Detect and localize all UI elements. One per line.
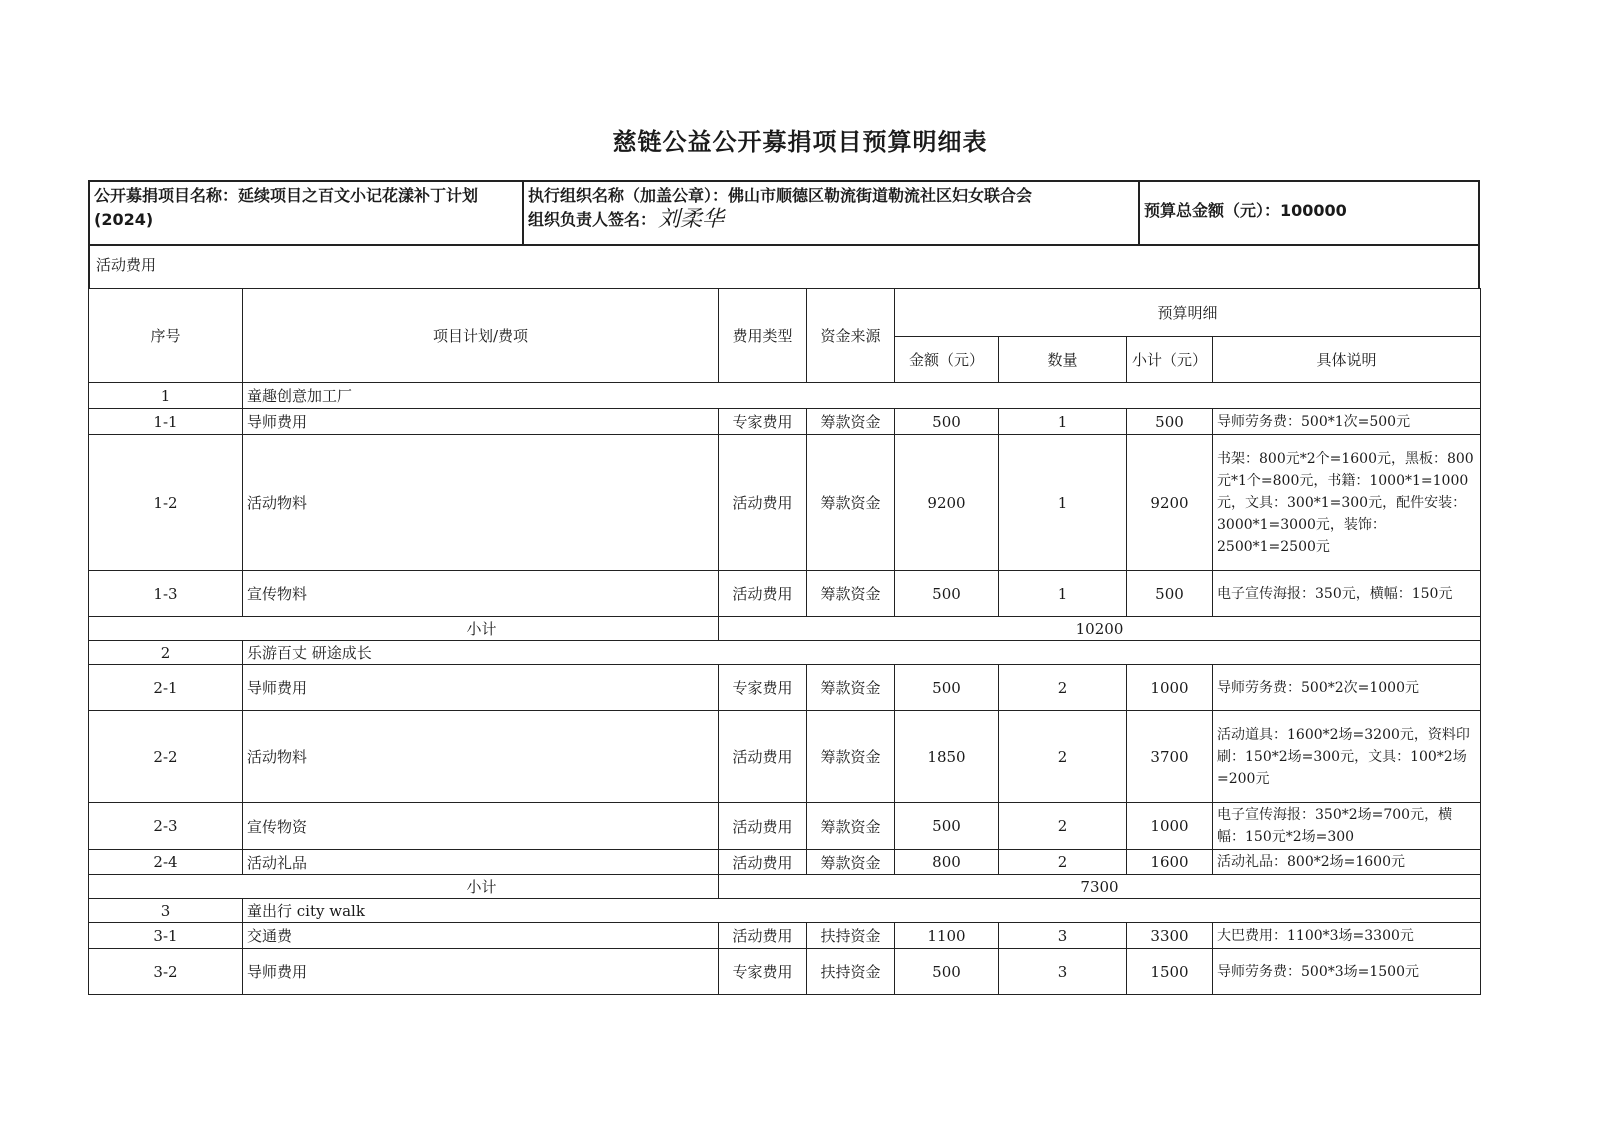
row-seq: 2-2: [89, 711, 243, 803]
handwritten-signature: 刘柔华: [658, 207, 725, 232]
total-budget: 预算总金额（元）：100000: [1144, 201, 1347, 220]
col-qty: 数量: [999, 337, 1127, 383]
row-item: 导师费用: [243, 665, 719, 711]
project-header: [88, 180, 1480, 246]
col-seq: 序号: [89, 289, 243, 383]
row-qty: 1: [999, 409, 1127, 435]
row-source: 筹款资金: [807, 803, 895, 850]
subtotal-label: 小计: [89, 617, 719, 641]
row-source: 筹款资金: [807, 665, 895, 711]
row-desc: 电子宣传海报：350*2场=700元，横幅：150元*2场=300: [1213, 803, 1481, 850]
row-seq: 2-4: [89, 850, 243, 875]
col-item: 项目计划/费项: [243, 289, 719, 383]
row-item: 活动物料: [243, 435, 719, 571]
row-item: 交通费: [243, 923, 719, 949]
row-desc: 导师劳务费：500*2次=1000元: [1213, 665, 1481, 711]
row-subtotal: 9200: [1127, 435, 1213, 571]
row-item: 导师费用: [243, 409, 719, 435]
row-type: 专家费用: [719, 409, 807, 435]
row-type: 活动费用: [719, 850, 807, 875]
group-header-row: [89, 641, 1481, 665]
row-seq: 1-1: [89, 409, 243, 435]
table-row: [89, 571, 1481, 617]
row-amount: 500: [895, 665, 999, 711]
table-row: [89, 409, 1481, 435]
category-label: 活动费用: [88, 246, 1480, 288]
row-amount: 1100: [895, 923, 999, 949]
row-qty: 1: [999, 571, 1127, 617]
group-name: 乐游百丈 研途成长: [243, 641, 1481, 665]
row-item: 导师费用: [243, 949, 719, 995]
row-seq: 1-3: [89, 571, 243, 617]
subtotal-row: [89, 875, 1481, 899]
row-item: 宣传物料: [243, 571, 719, 617]
table-row: [89, 435, 1481, 571]
org-info: [524, 182, 1140, 244]
row-subtotal: 500: [1127, 409, 1213, 435]
row-subtotal: 1600: [1127, 850, 1213, 875]
group-no: 3: [89, 899, 243, 923]
table-row: [89, 803, 1481, 850]
page-title: 慈链公益公开募捐项目预算明细表: [612, 128, 988, 156]
group-no: 1: [89, 383, 243, 409]
row-subtotal: 500: [1127, 571, 1213, 617]
col-budget-detail: 预算明细: [895, 289, 1481, 337]
row-type: 活动费用: [719, 571, 807, 617]
row-amount: 500: [895, 571, 999, 617]
group-no: 2: [89, 641, 243, 665]
row-source: 筹款资金: [807, 711, 895, 803]
col-fund-source: 资金来源: [807, 289, 895, 383]
row-qty: 2: [999, 850, 1127, 875]
row-subtotal: 1000: [1127, 803, 1213, 850]
row-amount: 500: [895, 409, 999, 435]
row-source: 筹款资金: [807, 435, 895, 571]
row-source: 筹款资金: [807, 850, 895, 875]
row-amount: 800: [895, 850, 999, 875]
org-name: 执行组织名称（加盖公章）：佛山市顺德区勒流街道勒流社区妇女联合会: [528, 186, 1033, 205]
project-name: 公开募捐项目名称：延续项目之百文小记花漾补丁计划(2024): [90, 182, 524, 244]
row-desc: 书架：800元*2个=1600元，黑板：800元*1个=800元，书籍：1000*1=1000元，文具：300*1=300元，配件安装：3000*1=3000元，装饰：2500*1=2500元: [1213, 435, 1481, 571]
row-seq: 2-1: [89, 665, 243, 711]
group-name: 童趣创意加工厂: [243, 383, 1481, 409]
col-fee-type: 费用类型: [719, 289, 807, 383]
leader-signature-line: [528, 208, 1134, 232]
group-name: 童出行 city walk: [243, 899, 1481, 923]
table-row: [89, 711, 1481, 803]
subtotal-value: 10200: [719, 617, 1481, 641]
subtotal-row: [89, 617, 1481, 641]
table-row: [89, 665, 1481, 711]
col-desc: 具体说明: [1213, 337, 1481, 383]
row-desc: 导师劳务费：500*1次=500元: [1213, 409, 1481, 435]
row-seq: 1-2: [89, 435, 243, 571]
row-desc: 大巴费用：1100*3场=3300元: [1213, 923, 1481, 949]
row-amount: 9200: [895, 435, 999, 571]
row-qty: 2: [999, 803, 1127, 850]
table-row: [89, 949, 1481, 995]
table-row: [89, 850, 1481, 875]
row-source: 筹款资金: [807, 409, 895, 435]
group-header-row: [89, 383, 1481, 409]
row-item: 宣传物资: [243, 803, 719, 850]
leader-label: 组织负责人签名：: [528, 210, 657, 229]
row-type: 活动费用: [719, 711, 807, 803]
row-subtotal: 1500: [1127, 949, 1213, 995]
row-source: 扶持资金: [807, 949, 895, 995]
subtotal-value: 7300: [719, 875, 1481, 899]
row-desc: 导师劳务费：500*3场=1500元: [1213, 949, 1481, 995]
group-header-row: [89, 899, 1481, 923]
row-amount: 500: [895, 949, 999, 995]
row-qty: 2: [999, 665, 1127, 711]
row-type: 活动费用: [719, 923, 807, 949]
row-type: 活动费用: [719, 435, 807, 571]
row-item: 活动物料: [243, 711, 719, 803]
row-desc: 活动道具：1600*2场=3200元，资料印刷：150*2场=300元，文具：100*2场=200元: [1213, 711, 1481, 803]
row-qty: 3: [999, 949, 1127, 995]
row-source: 扶持资金: [807, 923, 895, 949]
budget-table: [88, 288, 1481, 995]
row-type: 专家费用: [719, 665, 807, 711]
row-seq: 3-1: [89, 923, 243, 949]
row-seq: 2-3: [89, 803, 243, 850]
subtotal-label: 小计: [89, 875, 719, 899]
col-amount: 金额（元）: [895, 337, 999, 383]
col-subtotal: 小计（元）: [1127, 337, 1213, 383]
row-amount: 1850: [895, 711, 999, 803]
row-subtotal: 1000: [1127, 665, 1213, 711]
row-type: 活动费用: [719, 803, 807, 850]
row-amount: 500: [895, 803, 999, 850]
row-subtotal: 3700: [1127, 711, 1213, 803]
row-qty: 2: [999, 711, 1127, 803]
row-seq: 3-2: [89, 949, 243, 995]
row-desc: 活动礼品：800*2场=1600元: [1213, 850, 1481, 875]
row-desc: 电子宣传海报：350元，横幅：150元: [1213, 571, 1481, 617]
row-source: 筹款资金: [807, 571, 895, 617]
table-row: [89, 923, 1481, 949]
row-qty: 1: [999, 435, 1127, 571]
row-subtotal: 3300: [1127, 923, 1213, 949]
row-type: 专家费用: [719, 949, 807, 995]
row-qty: 3: [999, 923, 1127, 949]
row-item: 活动礼品: [243, 850, 719, 875]
